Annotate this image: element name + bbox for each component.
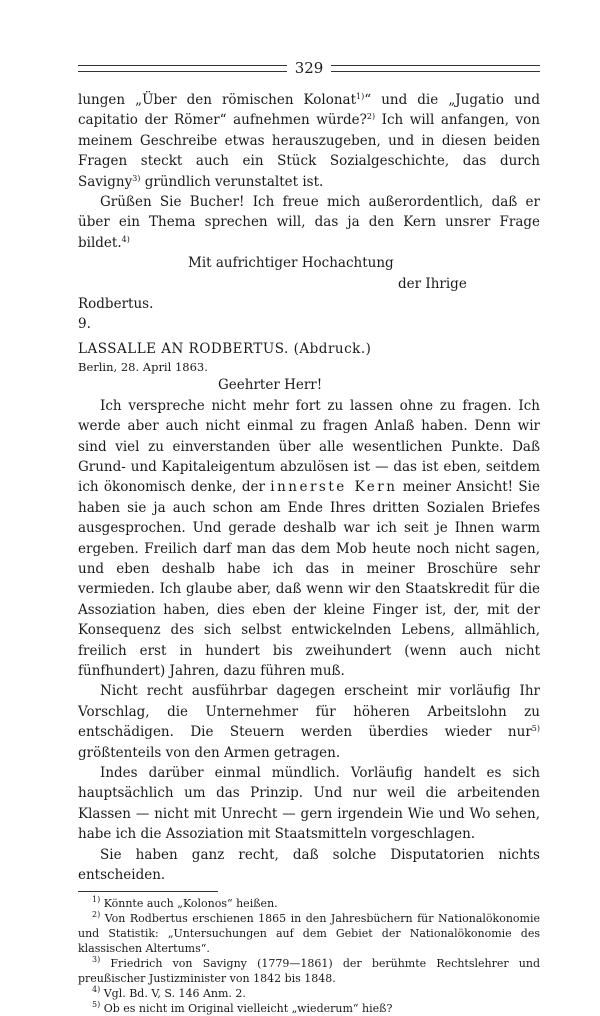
- letter-paragraph-2: Nicht recht ausführbar dagegen erscheint mir vorläufig Ihr Vorschlag, die Unternehmer für höheren Arbeitslohn zu entschädigen. Die Steuern werden überdies wieder nur$^{5)}$ größtenteils von den Armen getragen.: [78, 683, 540, 761]
- footnote-ref-5: 5): [531, 724, 540, 734]
- page-number: 329: [294, 59, 324, 77]
- footnote-ref-4: 4): [121, 234, 130, 244]
- footnote-2: $^{2)}$ Von Rodbertus erschienen 1865 in den Jahresbüchern für Nationalökonomie und Statistik: „Untersuchungen auf dem Gebiet der Nationalökonomie des klassischen Altertums“.: [78, 910, 541, 956]
- footnote-3: $^{3)}$ Friedrich von Savigny (1779—1861) der berühmte Rechtslehrer und preußischer Justizminister von 1842 bis 1848.: [78, 955, 541, 986]
- footnote-ref-3: 3): [132, 173, 141, 183]
- signature: Rodbertus.: [78, 296, 154, 313]
- footnote-1: $^{1)}$ Könnte auch „Kolonos“ heißen.: [92, 895, 278, 911]
- book-page: [78, 56, 540, 1016]
- place-date: Berlin, 28. April 1863.: [78, 360, 208, 375]
- bucher-paragraph: Grüßen Sie Bucher! Ich freue mich außerordentlich, daß er über ein Thema sprechen will, das ja den Kern unsrer Frage bildet.$^{4)}$: [78, 194, 540, 251]
- footnote-ref-1: 1): [356, 92, 365, 101]
- letter-heading-text: LASSALLE AN RODBERTUS. (Abdruck.): [78, 340, 372, 357]
- footnote-5: $^{5)}$ Ob es nicht im Original vielleicht „wiederum“ hieß?: [92, 1000, 393, 1016]
- letter-heading: [78, 339, 540, 359]
- header-rule-left: [78, 65, 287, 72]
- letter-paragraph-4: Sie haben ganz recht, daß solche Disputatorien nichts entscheiden.: [78, 846, 540, 884]
- closing-ihrige: der Ihrige: [398, 275, 467, 292]
- page-header: [78, 56, 540, 80]
- closing-line: Mit aufrichtiger Hochachtung: [188, 255, 394, 272]
- footnote-4: $^{4)}$ Vgl. Bd. V, S. 146 Anm. 2.: [92, 985, 246, 1001]
- page-body: [78, 90, 540, 885]
- letter-number: 9.: [78, 316, 91, 333]
- salutation: Geehrter Herr!: [218, 377, 323, 394]
- spaced-emphasis: innerste Kern: [270, 479, 398, 496]
- continuation-paragraph: lungen „Über den römischen Kolonat$^{1)}$“ und die „Jugatio und capitatio der Römer“ aufnehmen würde?$^{2)}$ Ich will anfangen, von meinem Geschreibe etwas herauszugeben, und in diesen beiden Fragen steckt auch ein Stück Sozialgeschichte, das durch Savigny$^{3)}$ gründlich verunstaltet ist.: [78, 92, 540, 190]
- footnotes: [78, 896, 540, 1016]
- letter-paragraph-3: Indes darüber einmal mündlich. Vorläufig handelt es sich hauptsächlich um das Prinzip. Und nur weil die arbeitenden Klassen — nicht mit Unrecht — gern irgendein Wie und Wo sehen, habe ich die Assoziation mit Staatsmitteln vorgeschlagen.: [78, 765, 540, 843]
- footnote-ref-2: 2): [366, 112, 376, 122]
- header-rule-right: [331, 65, 540, 72]
- letter-paragraph-1: Ich verspreche nicht mehr fort zu lassen ohne zu fragen. Ich werde aber auch nicht einmal zu fragen Anlaß haben. Denn wir sind viel zu einverstanden über alle wesentlichen Punkte. Daß Grund- und Kapitaleigentum abzulösen ist — das ist eben, seitdem ich ökonomisch denke, der innerste Kern meiner Ansicht! Sie haben sie ja auch schon am Ende Ihres dritten Sozialen Briefes ausgesprochen. Und gerade deshalb war ich seit je Ihnen warm ergeben. Freilich darf man das dem Mob heute noch nicht sagen, und eben deshalb habe ich das in meiner Broschüre sehr vermieden. Ich glaube aber, daß wenn wir den Staatskredit für die Assoziation haben, dies eben der kleine Finger ist, der, mit der Konsequenz des sich selbst entwickelnden Lebens, allmählich, freilich erst in hundert bis zweihundert (wenn auch nicht fünfhundert) Jahren, dazu führen muß.: [78, 397, 540, 679]
- footnote-separator: [78, 891, 218, 892]
